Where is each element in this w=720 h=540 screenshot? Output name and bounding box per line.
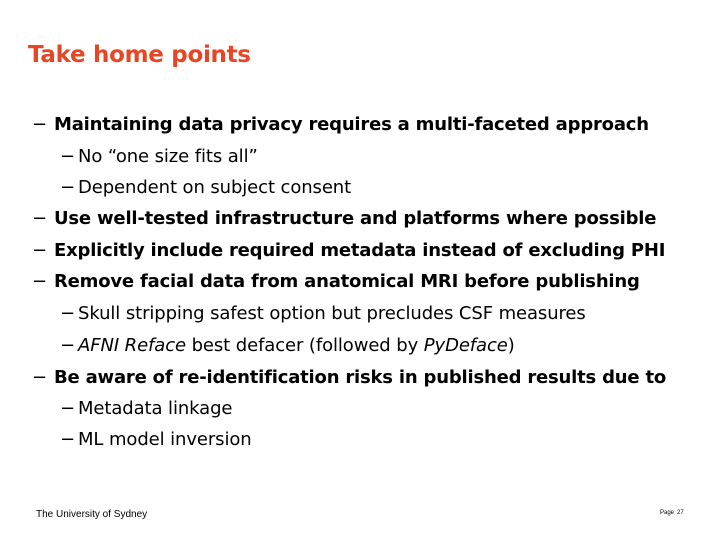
bullet-dash: −: [32, 240, 48, 261]
bullet-item: [32, 271, 640, 293]
bullet-text: Explicitly include required metadata instead of excluding PHI: [54, 240, 666, 261]
bullet-dash: −: [32, 271, 48, 292]
bullet-dash: −: [60, 177, 76, 198]
sub-bullet-item: [60, 303, 586, 325]
bullet-dash: −: [32, 208, 48, 229]
sub-bullet-text: [78, 335, 515, 357]
footer-organization: The University of Sydney: [36, 509, 148, 520]
tool-name-afni-reface: AFNI Reface: [78, 335, 186, 356]
sub-bullet-text: No “one size fits all”: [78, 146, 258, 167]
bullet-item: [32, 114, 649, 136]
sub-bullet-item: [60, 146, 258, 168]
slide-title: Take home points: [28, 42, 251, 68]
sub-bullet-item: [60, 335, 515, 357]
sub-bullet-item: [60, 398, 232, 420]
sub-bullet-item: [60, 177, 351, 199]
bullet-dash: −: [32, 367, 48, 388]
bullet-text: Use well-tested infrastructure and platforms where possible: [54, 208, 657, 229]
sub-bullet-text: Metadata linkage: [78, 398, 233, 419]
bullet-dash: −: [60, 398, 76, 419]
sub-bullet-text: ML model inversion: [78, 429, 252, 450]
page-label: Page: [660, 510, 675, 516]
bullet-text: Maintaining data privacy requires a multi-faceted approach: [54, 114, 649, 135]
sub-bullet-text: Dependent on subject consent: [78, 177, 352, 198]
bullet-item: [32, 208, 656, 230]
bullet-item: [32, 240, 665, 262]
sub-bullet-item: [60, 429, 252, 451]
bullet-dash: −: [60, 335, 76, 356]
text-fragment: ): [507, 335, 515, 356]
page-number: 27: [677, 510, 684, 516]
bullet-dash: −: [32, 114, 48, 135]
bullet-text: Be aware of re-identification risks in published results due to: [54, 367, 667, 388]
tool-name-pydeface: PyDeface: [423, 335, 508, 356]
sub-bullet-text: Skull stripping safest option but precludes CSF measures: [78, 303, 586, 324]
footer-page-number: [660, 510, 684, 516]
bullet-item: [32, 367, 666, 389]
bullet-text: Remove facial data from anatomical MRI before publishing: [54, 271, 640, 292]
text-fragment: best defacer (followed by: [185, 335, 424, 356]
bullet-dash: −: [60, 303, 76, 324]
bullet-dash: −: [60, 146, 76, 167]
bullet-dash: −: [60, 429, 76, 450]
